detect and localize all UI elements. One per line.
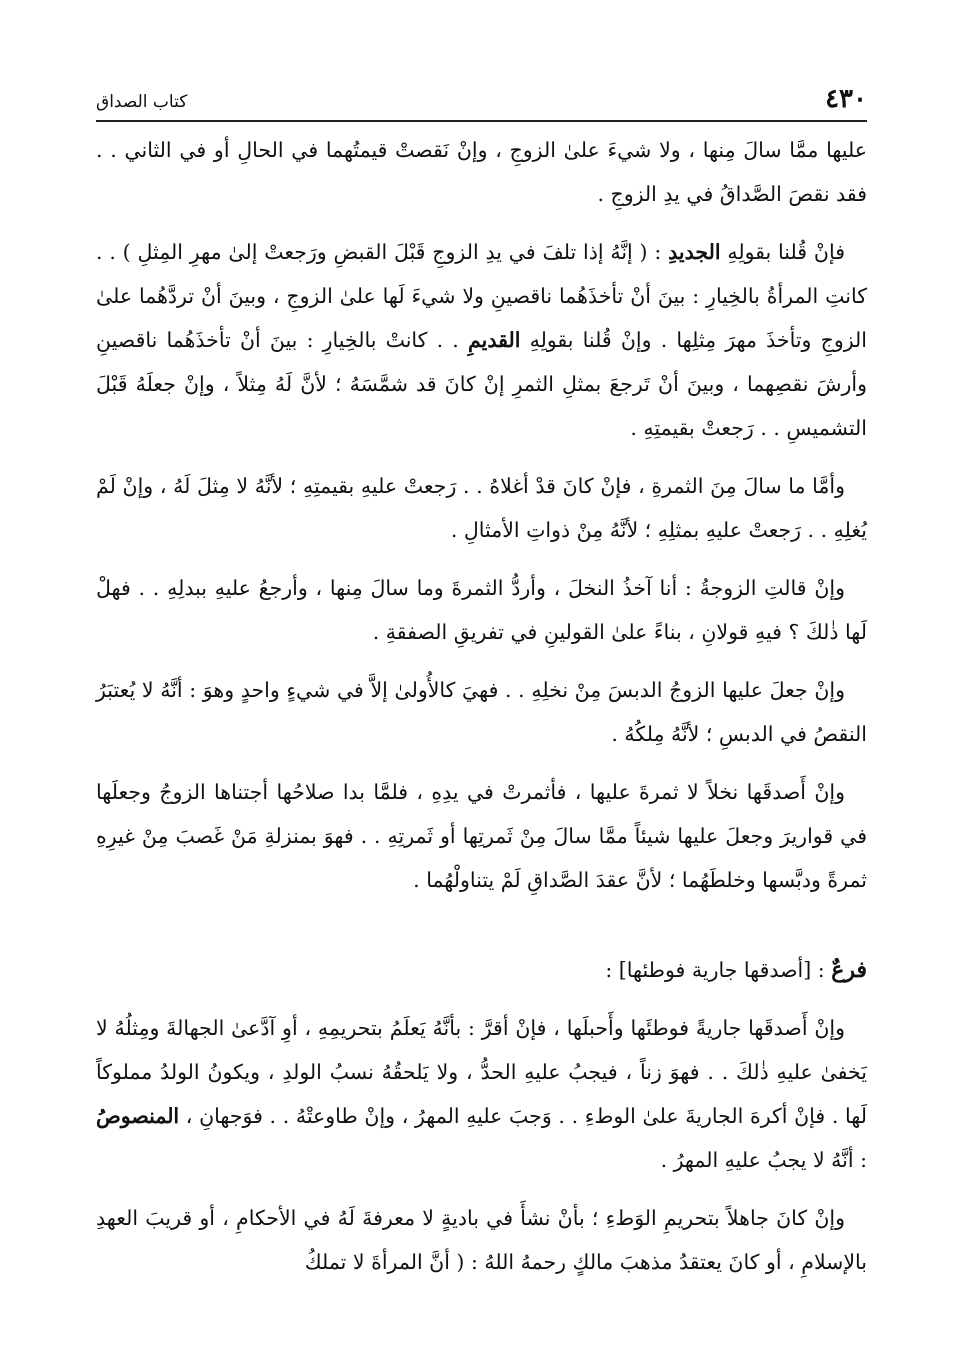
paragraph-4: وإنْ قالتِ الزوجةُ : أنا آخذُ النخلَ ، وأردُّ الثمرةَ وما سالَ مِنها ، وأرجعُ عليهِ ببدلِهِ . . فهلْ لَها ذٰلكَ ؟ فيهِ قولانِ ، بناءً علىٰ القولينِ في تفريقِ الصفقةِ . bbox=[96, 576, 867, 644]
paragraph-1: عليها ممَّا سالَ مِنها ، ولا شيءَ علىٰ الزوجِ ، وإنْ نَقصتْ قيمتُهما في الحالِ أو في الثاني . . فقد نقصَ الصَّداقُ في يدِ الزوجِ . bbox=[96, 138, 867, 206]
paragraph-2-text-c: : ( إنَّهُ إذا تلفَ في يدِ الزوجِ قَبْلَ القبضِ ورَجعتْ إلىٰ مهرِ المِثلِ ) . . كانتِ المرأةُ بالخِيارِ : بينَ أنْ تأخذَهُما ناقصينِ ولا شيءَ لَها علىٰ الزوجِ ، وبينَ أنْ تردَّهُما علىٰ الزوجِ وتأخذَ مهرَ مِثلِها . وإنْ قُلنا بقولِهِ bbox=[96, 240, 867, 352]
paragraph-5: وإنْ جعلَ عليها الزوجُ الدبسَ مِنْ نخلِهِ . . فهيَ كالأُولىٰ إلاَّ في شيءٍ واحدٍ وهوَ : أنَّهُ لا يُعتبَرُ النقصُ في الدبسِ ؛ لأنَّهُ مِلكُهُ . bbox=[96, 678, 867, 746]
paragraph-8: وإنْ كانَ جاهلاً بتحريمِ الوَطءِ ؛ بأنْ نشأَ في باديةٍ لا معرفةَ لَهُ في الأحكامِ ، أو قريبَ العهدِ بالإسلامِ ، أو كانَ يعتقدُ مذهبَ مالكٍ رحمهُ اللهُ : ( أنَّ المرأةَ لا تملكُ bbox=[96, 1206, 867, 1274]
branch-title: : [أصدقها جارية فوطئها] : bbox=[605, 958, 832, 982]
page-body bbox=[96, 128, 867, 1298]
term-stipulated: المنصوصُ bbox=[96, 1104, 180, 1128]
branch-label: فرعٌ bbox=[831, 957, 867, 983]
paragraph-2 bbox=[96, 230, 867, 450]
page-number: ٤٣٠ bbox=[825, 84, 867, 114]
paragraph-2-text-e: . . كانتْ بالخِيارِ : بينَ أنْ تأخذَهُما ناقصينِ وأرشَ نقصِهما ، وبينَ أنْ تَرجعَ بمثلِ الثمرِ إنْ كانَ قد شمَّسَهُ ؛ لأنَّ لَهُ مِثلاً ، وإنْ جعلَهُ قَبْلَ التشميسِ . . رَجعتْ بقيمتِهِ . bbox=[96, 328, 867, 440]
paragraph-7-text-c: : أنَّهُ لا يجبُ عليهِ المهرُ . bbox=[660, 1148, 867, 1172]
running-head: كتاب الصداق bbox=[96, 92, 188, 112]
section-heading bbox=[96, 948, 867, 992]
page-header bbox=[96, 78, 867, 122]
paragraph-7-text-a: وإنْ أَصدقَها جاريةً فوطئَها وأَحبلَها ، فإنْ أقرَّ : بأنَّهُ يَعلَمُ بتحريمِهِ ، أوِ آدَّعىٰ الجهالةَ ومِثلُهُ لا يَخفىٰ عليهِ ذٰلكَ . . فهوَ زناً ، فيجبُ عليهِ الحدُّ ، ولا يَلحقُهُ نسبُ الولدِ ، ويكونُ الولدُ مملوكاً لَها . فإنْ أكرهَ الجاريةَ علىٰ الوطءِ . . وَجبَ عليهِ المهرُ ، وإنْ طاوعتْهُ . . فوَجهانِ ، bbox=[96, 1016, 867, 1128]
paragraph-3: وأمَّا ما سالَ مِنَ الثمرةِ ، فإنْ كانَ قدْ أغلاهُ . . رَجعتْ عليهِ بقيمتِهِ ؛ لأنَّهُ لا مِثلَ لَهُ ، وإنْ لَمْ يُغلِهِ . . رَجعتْ عليهِ بمثلِهِ ؛ لأنَّهُ مِنْ ذواتِ الأمثالِ . bbox=[96, 474, 867, 542]
paragraph-6: وإنْ أَصدقَها نخلاً لا ثمرةَ عليها ، فأثمرتْ في يدِهِ ، فلمَّا بدا صلاحُها أجتناها الزوجُ وجعلَها في قواريرَ وجعلَ عليها شيئاً ممَّا سالَ مِنْ ثَمرتِها أو ثَمرتِهِ . . فهوَ بمنزلةِ مَنْ غَصبَ مِنْ غيرِهِ ثمرةً ودبَّسها وخلطَهُما ؛ لأنَّ عقدَ الصَّداقِ لَمْ يتناولْهُما . bbox=[96, 780, 867, 892]
term-new-opinion: الجديدِ bbox=[668, 240, 721, 264]
paragraph-7 bbox=[96, 1006, 867, 1182]
paragraph-2-text-a: فإنْ قُلنا بقولِهِ bbox=[720, 240, 845, 264]
term-old-opinion: القديمِ bbox=[468, 328, 521, 352]
